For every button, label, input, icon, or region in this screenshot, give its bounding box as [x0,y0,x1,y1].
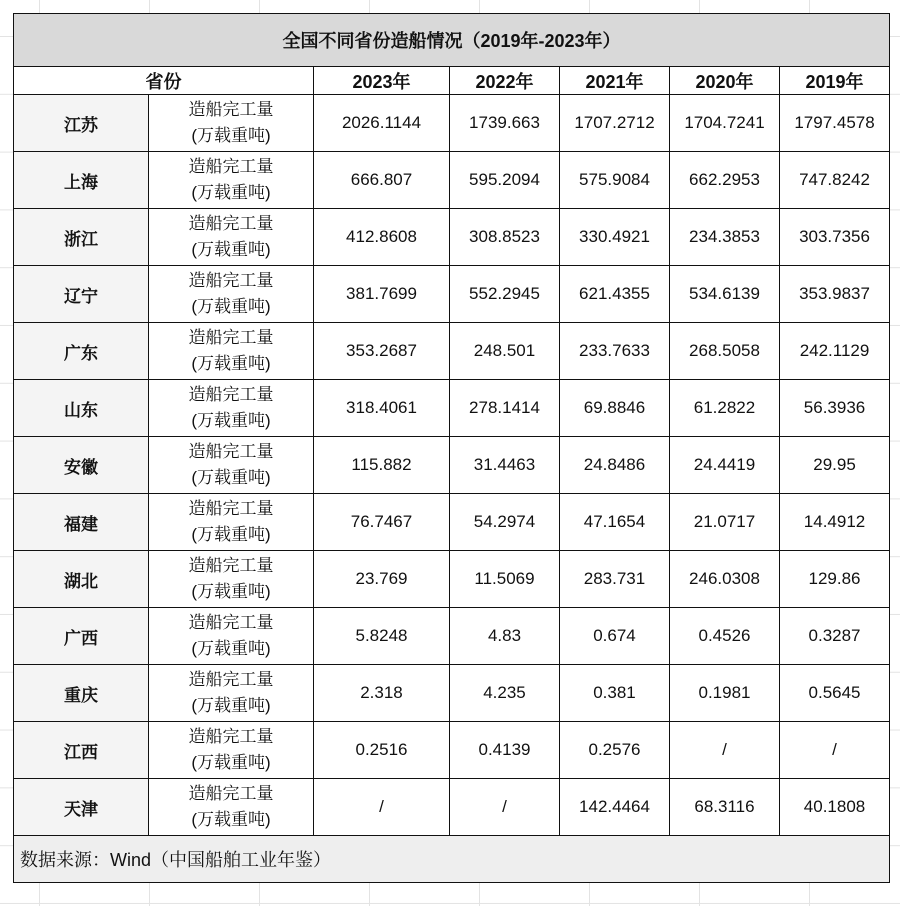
table-row [14,152,890,209]
value-cell: 534.6139 [670,266,780,323]
value-cell: 246.0308 [670,551,780,608]
value-cell: 412.8608 [314,209,450,266]
value-cell: 268.5058 [670,323,780,380]
value-cell: 575.9084 [560,152,670,209]
value-cell: 552.2945 [450,266,560,323]
province-cell: 福建 [14,494,149,551]
province-cell: 湖北 [14,551,149,608]
table-row [14,95,890,152]
metric-unit: (万载重吨) [191,297,271,316]
value-cell: 234.3853 [670,209,780,266]
province-cell: 广西 [14,608,149,665]
province-cell: 上海 [14,152,149,209]
metric-name: 造船完工量 [188,784,274,803]
value-cell: 747.8242 [780,152,890,209]
value-cell: 595.2094 [450,152,560,209]
value-cell: 248.501 [450,323,560,380]
metric-name: 造船完工量 [188,385,274,404]
metric-unit: (万载重吨) [191,639,271,658]
value-cell: / [450,779,560,836]
value-cell: 29.95 [780,437,890,494]
value-cell: 353.9837 [780,266,890,323]
metric-unit: (万载重吨) [191,582,271,601]
value-cell: 24.4419 [670,437,780,494]
metric-unit: (万载重吨) [191,411,271,430]
metric-cell [149,209,314,266]
value-cell: 1704.7241 [670,95,780,152]
value-cell: 308.8523 [450,209,560,266]
value-cell: 14.4912 [780,494,890,551]
metric-unit: (万载重吨) [191,753,271,772]
value-cell: 1797.4578 [780,95,890,152]
value-cell: / [780,722,890,779]
header-province: 省份 [14,67,314,95]
value-cell: 76.7467 [314,494,450,551]
value-cell: 21.0717 [670,494,780,551]
value-cell: 2.318 [314,665,450,722]
metric-name: 造船完工量 [188,328,274,347]
value-cell: 330.4921 [560,209,670,266]
header-year: 2021年 [560,67,670,95]
value-cell: 11.5069 [450,551,560,608]
value-cell: 0.5645 [780,665,890,722]
table-title: 全国不同省份造船情况（2019年-2023年） [14,14,890,67]
metric-name: 造船完工量 [188,100,274,119]
value-cell: 0.674 [560,608,670,665]
value-cell: / [314,779,450,836]
metric-cell [149,608,314,665]
metric-name: 造船完工量 [188,157,274,176]
province-cell: 天津 [14,779,149,836]
table-row [14,779,890,836]
value-cell: 1707.2712 [560,95,670,152]
table-row [14,722,890,779]
value-cell: 61.2822 [670,380,780,437]
metric-cell [149,722,314,779]
metric-cell [149,380,314,437]
value-cell: 69.8846 [560,380,670,437]
value-cell: 0.4526 [670,608,780,665]
value-cell: 142.4464 [560,779,670,836]
metric-name: 造船完工量 [188,670,274,689]
value-cell: 47.1654 [560,494,670,551]
value-cell: 54.2974 [450,494,560,551]
value-cell: 1739.663 [450,95,560,152]
metric-cell [149,266,314,323]
value-cell: 666.807 [314,152,450,209]
value-cell: 40.1808 [780,779,890,836]
metric-unit: (万载重吨) [191,696,271,715]
header-year: 2023年 [314,67,450,95]
value-cell: / [670,722,780,779]
metric-cell [149,437,314,494]
metric-name: 造船完工量 [188,613,274,632]
table-row [14,608,890,665]
table-row [14,380,890,437]
table-row [14,494,890,551]
metric-cell [149,494,314,551]
table-row [14,323,890,380]
table-row [14,665,890,722]
table-row [14,266,890,323]
value-cell: 129.86 [780,551,890,608]
metric-unit: (万载重吨) [191,525,271,544]
metric-cell [149,323,314,380]
value-cell: 303.7356 [780,209,890,266]
value-cell: 353.2687 [314,323,450,380]
metric-unit: (万载重吨) [191,468,271,487]
metric-cell [149,665,314,722]
value-cell: 4.83 [450,608,560,665]
shipbuilding-table [13,13,890,883]
value-cell: 233.7633 [560,323,670,380]
value-cell: 242.1129 [780,323,890,380]
value-cell: 0.3287 [780,608,890,665]
province-cell: 江苏 [14,95,149,152]
metric-cell [149,779,314,836]
value-cell: 0.381 [560,665,670,722]
table-row [14,437,890,494]
value-cell: 115.882 [314,437,450,494]
value-cell: 31.4463 [450,437,560,494]
data-source: 数据来源：Wind（中国船舶工业年鉴） [14,836,890,883]
metric-cell [149,152,314,209]
header-year: 2020年 [670,67,780,95]
header-year: 2019年 [780,67,890,95]
value-cell: 5.8248 [314,608,450,665]
header-row [14,67,890,95]
metric-name: 造船完工量 [188,556,274,575]
metric-name: 造船完工量 [188,271,274,290]
value-cell: 621.4355 [560,266,670,323]
province-cell: 重庆 [14,665,149,722]
metric-unit: (万载重吨) [191,240,271,259]
province-cell: 山东 [14,380,149,437]
value-cell: 662.2953 [670,152,780,209]
metric-unit: (万载重吨) [191,810,271,829]
value-cell: 56.3936 [780,380,890,437]
value-cell: 68.3116 [670,779,780,836]
value-cell: 381.7699 [314,266,450,323]
province-cell: 辽宁 [14,266,149,323]
province-cell: 江西 [14,722,149,779]
table-row [14,551,890,608]
value-cell: 283.731 [560,551,670,608]
metric-unit: (万载重吨) [191,354,271,373]
table-row [14,209,890,266]
metric-name: 造船完工量 [188,727,274,746]
metric-cell [149,551,314,608]
province-cell: 安徽 [14,437,149,494]
metric-unit: (万载重吨) [191,183,271,202]
header-year: 2022年 [450,67,560,95]
province-cell: 广东 [14,323,149,380]
value-cell: 0.2576 [560,722,670,779]
value-cell: 4.235 [450,665,560,722]
metric-name: 造船完工量 [188,214,274,233]
value-cell: 0.2516 [314,722,450,779]
value-cell: 23.769 [314,551,450,608]
province-cell: 浙江 [14,209,149,266]
value-cell: 24.8486 [560,437,670,494]
value-cell: 0.4139 [450,722,560,779]
metric-unit: (万载重吨) [191,126,271,145]
value-cell: 318.4061 [314,380,450,437]
value-cell: 2026.1144 [314,95,450,152]
metric-cell [149,95,314,152]
value-cell: 0.1981 [670,665,780,722]
metric-name: 造船完工量 [188,442,274,461]
metric-name: 造船完工量 [188,499,274,518]
value-cell: 278.1414 [450,380,560,437]
